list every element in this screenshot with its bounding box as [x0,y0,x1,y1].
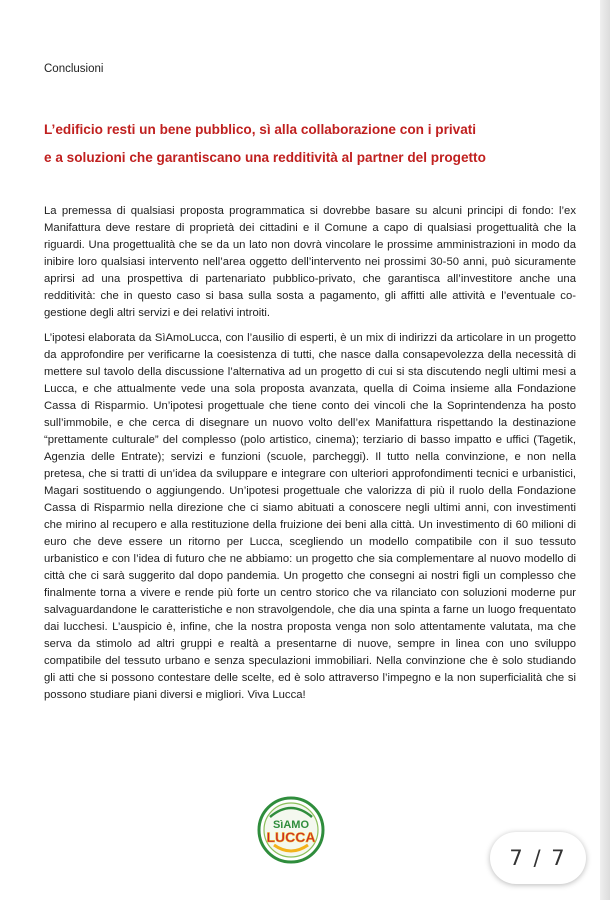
paragraph-1: La premessa di qualsiasi proposta programmatica si dovrebbe basare su alcuni principi di fondo: l’ex Manifattura deve restare di proprietà dei cittadini e il Comune a capo di qualsiasi progettualità che la riguardi. Una progettualità che se da un lato non dovrà vincolare le prossime amministrazioni in modo da inibire loro qualsiasi intervento nell’area oggetto dell’intervento nei prossimi 30-50 anni, può sicuramente aprirsi ad una prospettiva di partenariato pubblico-privato, che garantisca all’investitore anche una redditività: che in questo caso si basa sulla sosta a pagamento, gli affitti alle attività e l’eventuale co-gestione degli altri servizi e dei relativi introiti. [44,205,576,319]
page-edge [600,0,610,900]
headline-line-2: e a soluzioni che garantiscano una redditività al partner del progetto [44,150,486,165]
logo-icon [256,795,326,865]
headline-line-1: L’edificio resti un bene pubblico, sì alla collaborazione con i privati [44,122,477,137]
section-label: Conclusioni [44,63,104,75]
paragraph-2: L’ipotesi elaborata da SìAmoLucca, con l’ausilio di esperti, è un mix di indirizzi da articolare in un progetto da approfondire per verificarne la coesistenza di tutti, che nasce dalla consapevolezza della necessità di mettere sul tavolo della discussione l’alternativa ad un progetto di cui si sta discutendo negli ultimi mesi a Lucca, e che attualmente vede una sola proposta avanzata, quella di Coima insieme alla Fondazione Cassa di Risparmio. Un’ipotesi progettuale che tiene conto dei vincoli che la Soprintendenza ha posto sull’immobile, e che cerca di disegnare un nuovo volto dell’ex Manifattura rispettando la destinazione “prettamente culturale” del complesso (polo artistico, cinema); terziario di basso impatto e uffici (Tagetik, Agenzia delle Entrate); servizi e funzioni (scuole, parcheggi). Il tutto nella convinzione, e non nella pretesa, che si tratti di un’idea da sviluppare e integrare con ulteriori approfondimenti tecnici e urbanistici, Magari sostituendo o aggiungendo. Un’ipotesi progettuale che valorizza di più il ruolo della Fondazione Cassa di Risparmio nella direzione che ci siamo abituati a conoscere negli ultimi anni, con investimenti che mirino al recupero e alla restituzione della fruizione dei beni alla città. Un investimento di 60 milioni di euro che deve essere un ritorno per Lucca, scegliendo un modello compatibile con il suo tessuto urbanistico e con l’idea di futuro che ne abbiamo: un progetto che sia complementare al nuovo modello di città che ci sarà suggerito dal dopo pandemia. Un progetto che consegni ai nostri figli un complesso che finalmente torna a vivere e rende più forte un centro storico che va rilanciato con soluzioni moderne pur salvaguardandone le caratteristiche e non stravolgendole, che dia una spinta a farne un luogo frequentato dai lucchesi. L’auspicio è, infine, che la nostra proposta venga non solo attentamente valutata, ma che serva da stimolo ad altri gruppi e realtà a presentarne di nuove, sempre in linea con uno sviluppo compatibile del tessuto urbano e senza speculazioni immobiliari. Nella convinzione che è solo studiando gli atti che si possono contestare delle scelte, ed è solo attraverso l’impegno e la non superficialità che si possono studiare piani diversi e migliori. Viva Lucca! [44,332,576,701]
siamo-lucca-logo [256,795,326,865]
body-text [44,203,576,712]
page-indicator[interactable]: 7 / 7 [490,832,586,884]
headline [44,116,574,172]
logo-text-top: SìAMO [272,819,310,831]
logo-text-bottom: LUCCA [266,829,316,845]
